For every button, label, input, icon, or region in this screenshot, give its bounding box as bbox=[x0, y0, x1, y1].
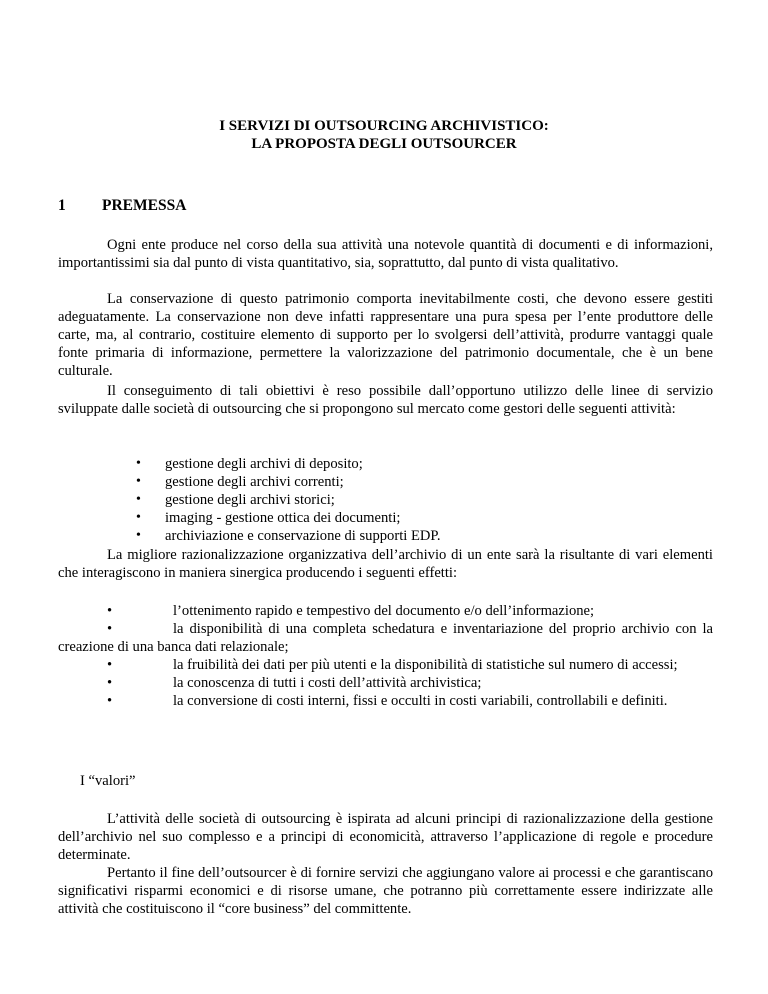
bullet-icon: • bbox=[107, 693, 113, 709]
values-subheading: I “valori” bbox=[80, 773, 136, 789]
list-item: • imaging - gestione ottica dei documenti; bbox=[165, 509, 713, 527]
section-heading bbox=[58, 197, 186, 215]
section-title: PREMESSA bbox=[102, 197, 187, 214]
paragraph-1: Ogni ente produce nel corso della sua attività una notevole quantità di documenti e di informazioni, importantissimi sia dal punto di vista quantitativo, sia, soprattutto, dal punto di vista qualitativo. bbox=[58, 237, 713, 271]
paragraph-3: Il conseguimento di tali obiettivi è reso possibile dall’opportuno utilizzo delle linee di servizio sviluppate dalle società di outsourcing che si propongono sul mercato come gestori delle seguenti attività: bbox=[58, 383, 713, 417]
list-item: • archiviazione e conservazione di supporti EDP. bbox=[165, 527, 713, 545]
list-item: • la conversione di costi interni, fissi e occulti in costi variabili, controllabili e definiti. bbox=[107, 693, 668, 709]
list-item: • l’ottenimento rapido e tempestivo del documento e/o dell’informazione; bbox=[107, 603, 595, 619]
section-number: 1 bbox=[58, 197, 66, 214]
list-item: • gestione degli archivi di deposito; bbox=[165, 455, 713, 473]
activities-list bbox=[165, 455, 713, 545]
values-paragraph-2: Pertanto il fine dell’outsourcer è di fornire servizi che aggiungano valore ai processi e che garantiscano significativi risparmi economici e di risorse umane, che potranno più correttamente essere indirizzate alle attività che costituiscono il “core business” del committente. bbox=[58, 865, 713, 917]
bullet-icon: • bbox=[107, 675, 113, 691]
bullet-icon: • bbox=[107, 621, 113, 637]
list-item: • la fruibilità dei dati per più utenti e la disponibilità di statistiche sul numero di accessi; bbox=[107, 657, 678, 673]
document-title-line-1: I SERVIZI DI OUTSOURCING ARCHIVISTICO: bbox=[219, 118, 549, 134]
bullet-icon: • bbox=[107, 657, 113, 673]
list-item: • gestione degli archivi correnti; bbox=[165, 473, 713, 491]
document-title-line-2: LA PROPOSTA DEGLI OUTSOURCER bbox=[251, 136, 517, 152]
effects-list bbox=[58, 602, 713, 710]
list-item: • gestione degli archivi storici; bbox=[165, 491, 713, 509]
values-paragraph-1: L’attività delle società di outsourcing è ispirata ad alcuni principi di razionalizzazione della gestione dell’archivio nel suo complesso e a principi di economicità, attraverso l’applicazione di regole e procedure determinate. bbox=[58, 811, 713, 863]
paragraph-2: La conservazione di questo patrimonio comporta inevitabilmente costi, che devono essere gestiti adeguatamente. La conservazione non deve infatti rappresentare una pura spesa per l’ente produttore delle carte, ma, al contrario, costituire elemento di supporto per lo svolgersi dell’attività, produrre vantaggi quale fonte primaria di informazione, permettere la valorizzazione del patrimonio documentale, che è un bene culturale. bbox=[58, 291, 713, 379]
bullet-icon: • bbox=[107, 603, 113, 619]
paragraph-4: La migliore razionalizzazione organizzativa dell’archivio di un ente sarà la risultante di vari elementi che interagiscono in maniera sinergica producendo i seguenti effetti: bbox=[58, 547, 713, 581]
list-item: • la conoscenza di tutti i costi dell’attività archivistica; bbox=[107, 675, 482, 691]
list-item: • la disponibilità di una completa schedatura e inventariazione del proprio archivio con la creazione di una banca dati relazionale; bbox=[58, 621, 713, 655]
